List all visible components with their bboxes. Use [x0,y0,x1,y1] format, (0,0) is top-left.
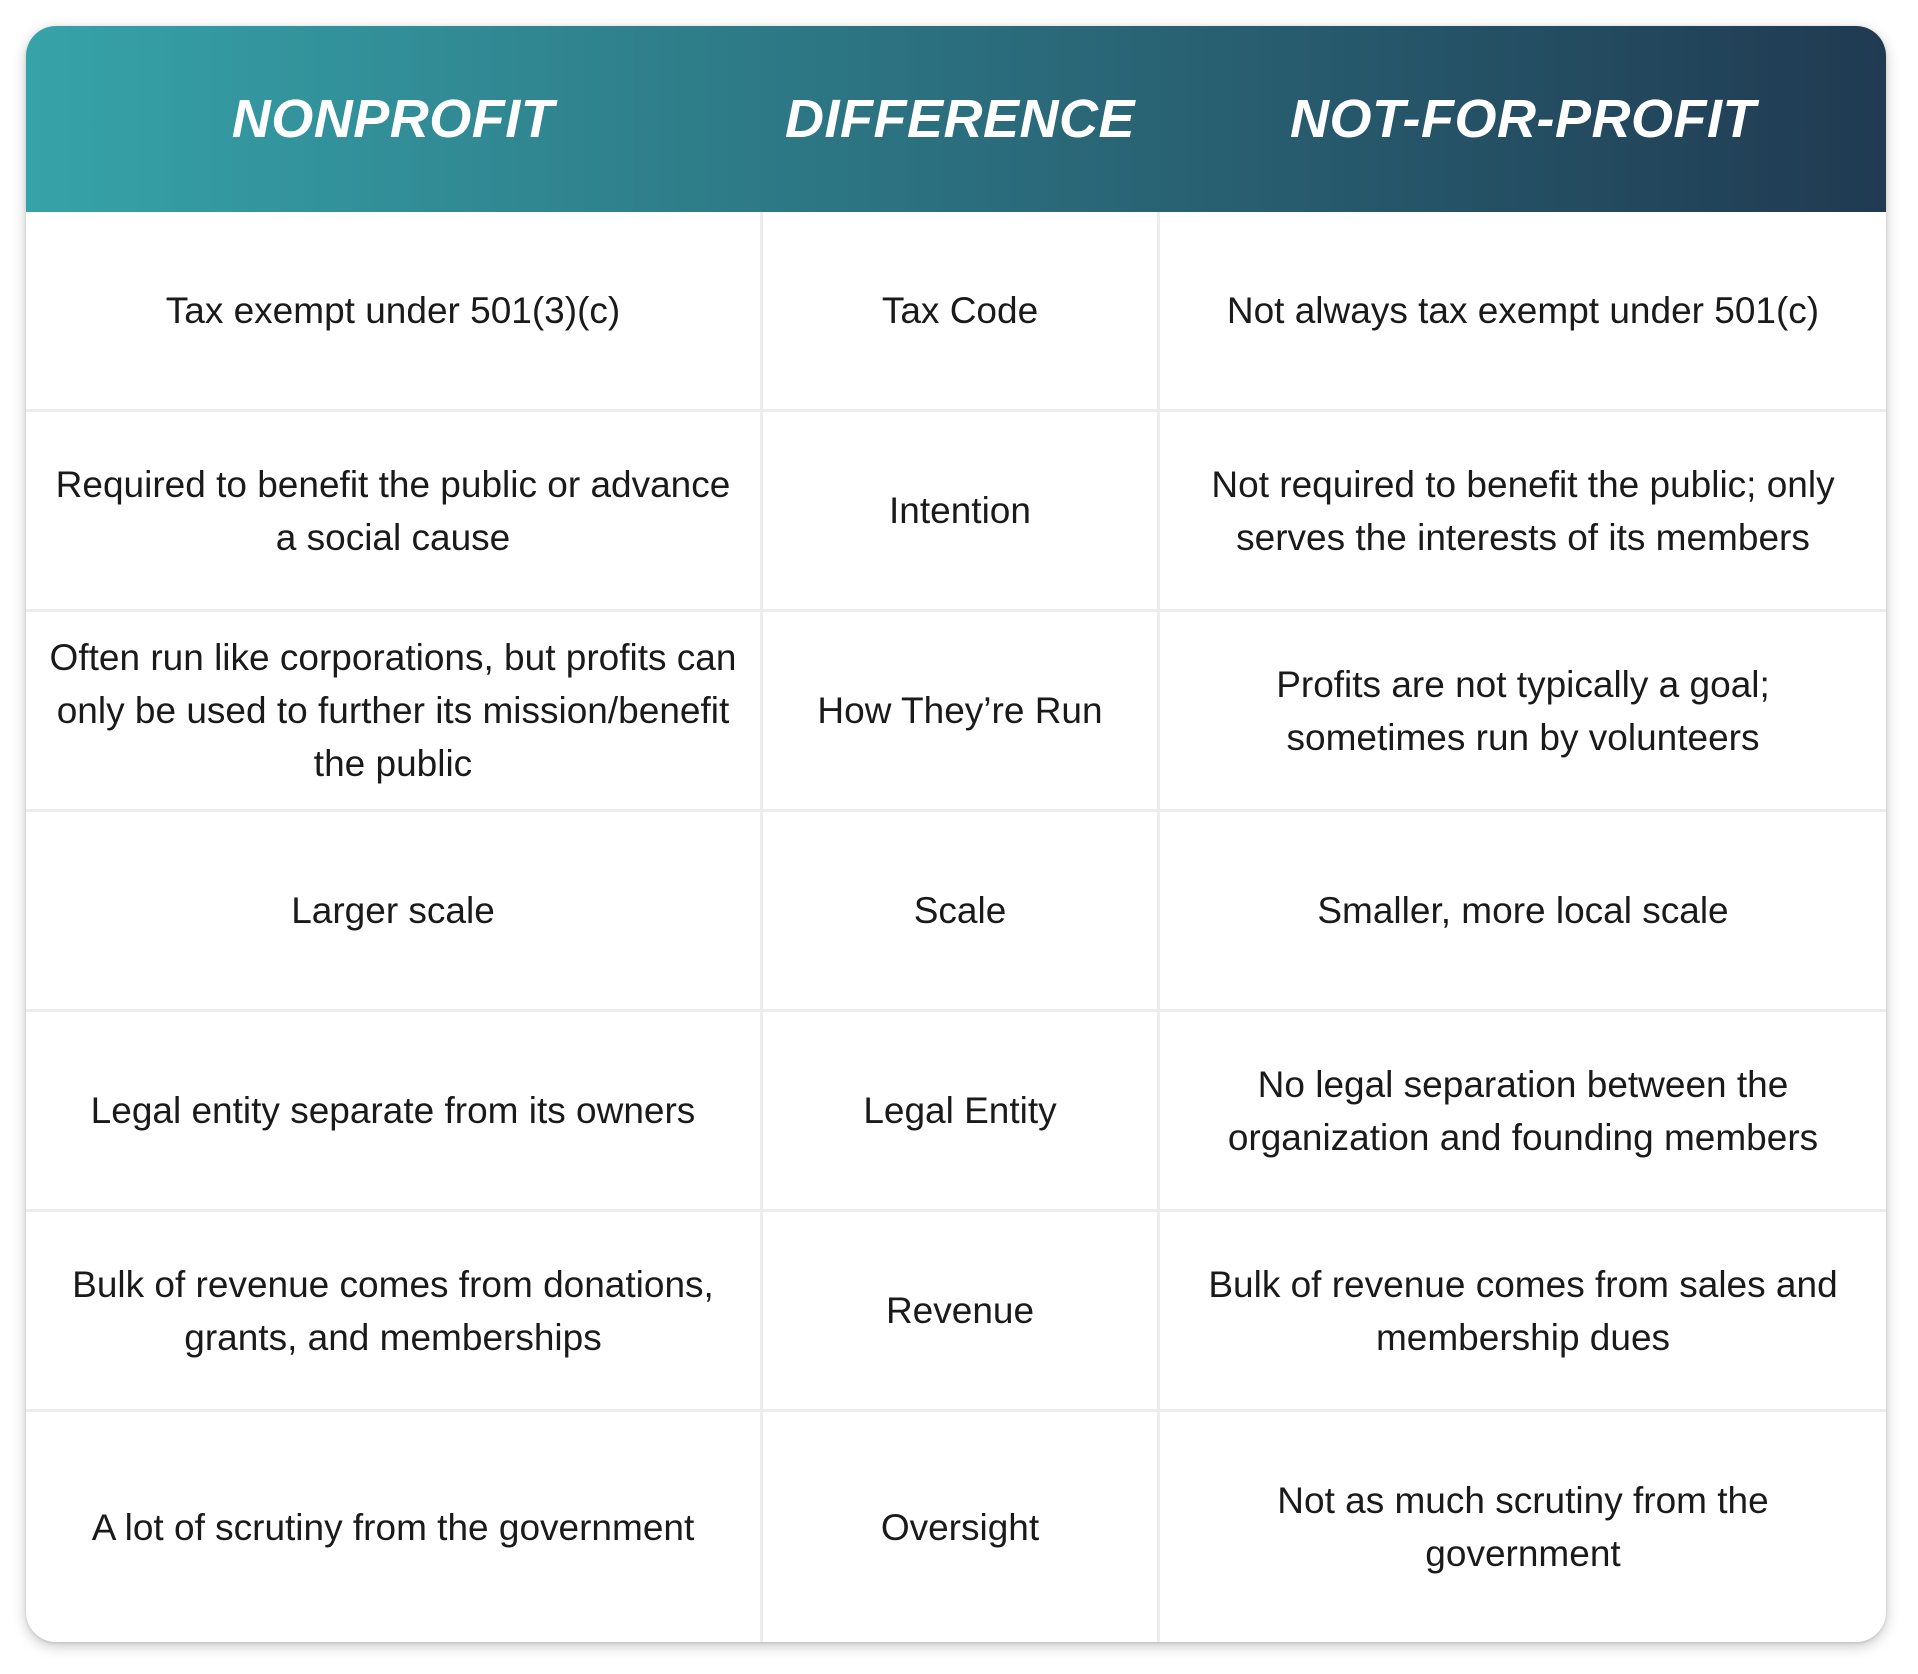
cell-difference: Tax Code [760,212,1160,409]
cell-not-for-profit: Not as much scrutiny from the government [1277,1480,1769,1574]
cell-difference: Legal Entity [760,1012,1160,1209]
cell-not-for-profit: Bulk of revenue comes from sales and membership dues [1208,1263,1838,1358]
cell-nonprofit: A lot of scrutiny from the government [91,1506,695,1548]
cell-difference: Revenue [760,1212,1160,1409]
cell-nonprofit: Tax exempt under 501(3)(c) [165,290,621,331]
cell-difference: How They’re Run [760,612,1160,809]
cell-difference: Oversight [760,1412,1160,1642]
cell-nonprofit: Often run like corporations, but profits can only be used to further its mission/benefit the public [49,637,737,784]
cell-not-for-profit: Smaller, more local scale [1317,890,1729,931]
cell-nonprofit: Bulk of revenue comes from donations, grants, and memberships [72,1263,714,1358]
cell-difference: Intention [760,412,1160,609]
cell-not-for-profit: Profits are not typically a goal; sometimes run by volunteers [1276,663,1770,758]
header-nonprofit: NONPROFIT [231,89,555,149]
comparison-table-card [26,26,1886,1642]
header-not-for-profit: NOT-FOR-PROFIT [1290,89,1756,149]
table-row-scale [26,812,1886,1012]
table-row-intention [26,412,1886,612]
cell-nonprofit: Required to benefit the public or advance a social cause [55,463,731,558]
cell-difference: Scale [760,812,1160,1009]
cell-not-for-profit: Not required to benefit the public; only serves the interests of its members [1211,463,1835,558]
cell-not-for-profit: Not always tax exempt under 501(c) [1226,290,1820,331]
table-row-tax-code [26,212,1886,412]
table-header [26,26,1886,212]
cell-nonprofit: Larger scale [291,890,495,931]
header-difference: DIFFERENCE [784,89,1135,149]
table-row-oversight [26,1412,1886,1642]
table-row-legal-entity [26,1012,1886,1212]
table-row-revenue [26,1212,1886,1412]
cell-not-for-profit: No legal separation between the organization and founding members [1227,1063,1819,1158]
table-body [26,212,1886,1642]
cell-nonprofit: Legal entity separate from its owners [90,1090,696,1131]
table-row-how-theyre-run [26,612,1886,812]
